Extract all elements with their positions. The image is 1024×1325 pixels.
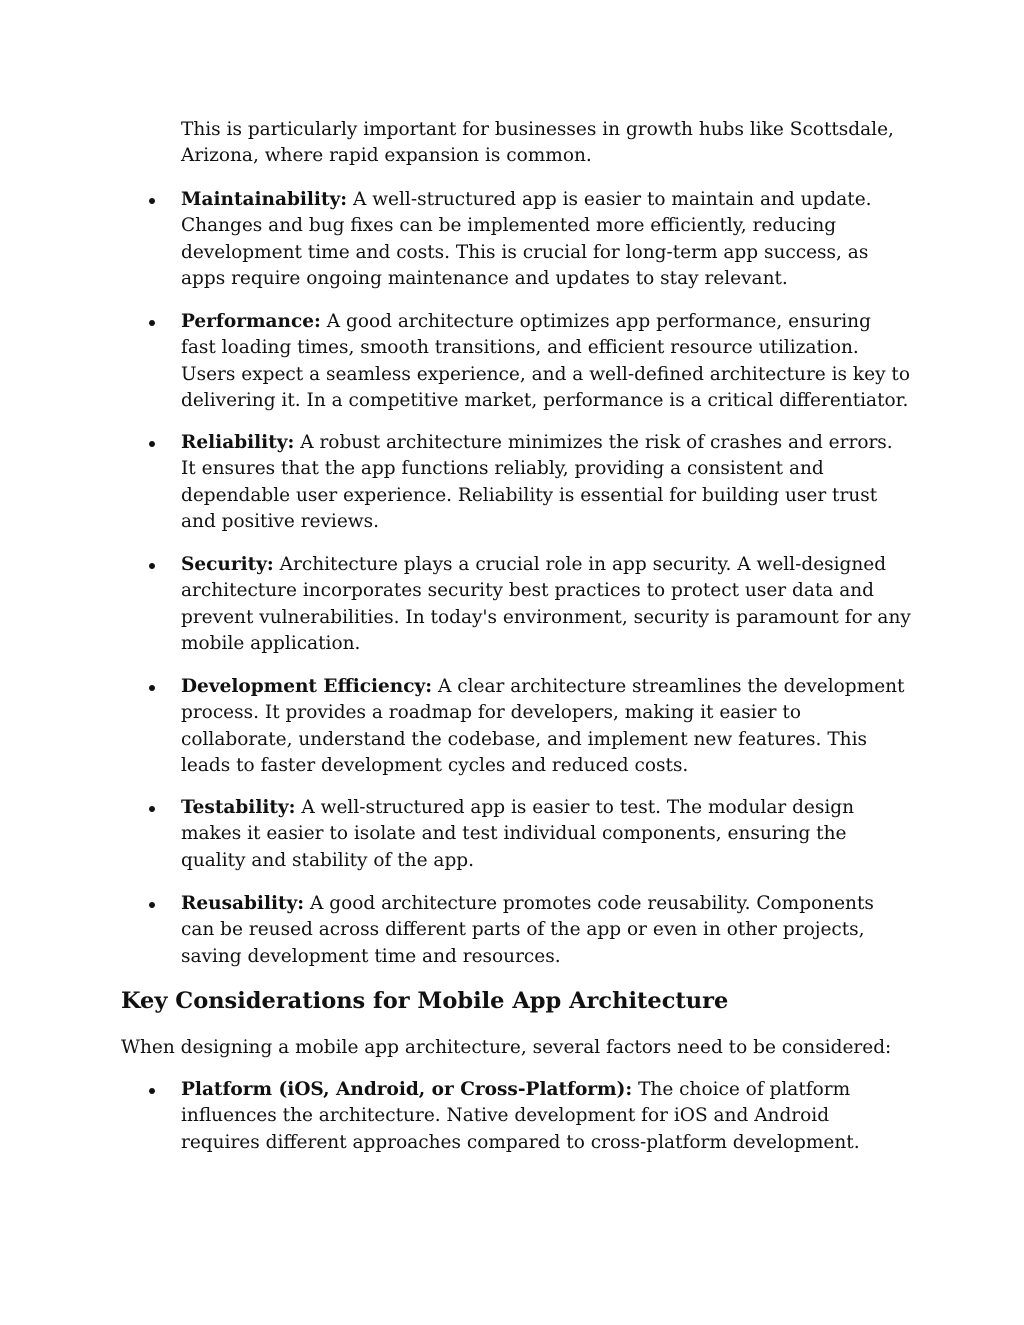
bullet-icon <box>149 806 155 812</box>
term-label: Testability: <box>181 797 296 818</box>
bullet-icon <box>149 685 155 691</box>
bullet-icon <box>149 441 155 447</box>
term-label: Development Efficiency: <box>181 676 433 697</box>
bullet-icon <box>149 320 155 326</box>
term-description: A good architecture optimizes app performance, ensuring fast loading times, smooth transitions, and efficient resource utilization. Users expect a seamless experience, and a well-defined architecture is key to delivering it. In a competitive market, performance is a critical differentiator. <box>181 311 910 411</box>
term-description: A good architecture promotes code reusability. Components can be reused across different parts of the app or even in other projects, saving development time and resources. <box>181 893 874 967</box>
term-description: Architecture plays a crucial role in app security. A well-designed architecture incorporates security best practices to protect user data and prevent vulnerabilities. In today's environment, security is paramount for any mobile application. <box>181 554 911 654</box>
list-item-maintainability <box>181 187 911 292</box>
bullet-icon <box>149 563 155 569</box>
term-label: Performance: <box>181 311 321 332</box>
section-heading: Key Considerations for Mobile App Architecture <box>121 988 729 1014</box>
bullet-icon <box>149 1088 155 1094</box>
list-item-performance <box>181 309 911 414</box>
continuation-paragraph: This is particularly important for businesses in growth hubs like Scottsdale, Arizona, where rapid expansion is common. <box>181 119 894 167</box>
list-item-testability <box>181 795 911 874</box>
list-item-reliability <box>181 430 911 535</box>
list-item-development-efficiency <box>181 674 911 779</box>
list-item-platform <box>181 1077 911 1156</box>
term-label: Reliability: <box>181 432 295 453</box>
section-intro: When designing a mobile app architecture, several factors need to be considered: <box>121 1037 892 1058</box>
term-label: Maintainability: <box>181 189 348 210</box>
term-label: Reusability: <box>181 893 305 914</box>
term-description: A well-structured app is easier to maintain and update. Changes and bug fixes can be implemented more efficiently, reducing development time and costs. This is crucial for long-term app success, as apps require ongoing maintenance and updates to stay relevant. <box>181 189 872 289</box>
term-description: A robust architecture minimizes the risk of crashes and errors. It ensures that the app functions reliably, providing a consistent and dependable user experience. Reliability is essential for building user trust and positive reviews. <box>181 432 893 532</box>
list-item-security <box>181 552 911 657</box>
term-description: A clear architecture streamlines the development process. It provides a roadmap for developers, making it easier to collaborate, understand the codebase, and implement new features. This leads to faster development cycles and reduced costs. <box>181 676 905 776</box>
list-item-reusability <box>181 891 911 970</box>
bullet-icon <box>149 198 155 204</box>
term-description: A well-structured app is easier to test. The modular design makes it easier to isolate and test individual components, ensuring the quality and stability of the app. <box>181 797 855 871</box>
term-label: Security: <box>181 554 274 575</box>
term-label: Platform (iOS, Android, or Cross-Platform): <box>181 1079 633 1100</box>
term-description: The choice of platform influences the architecture. Native development for iOS and Android requires different approaches compared to cross-platform development. <box>181 1079 860 1153</box>
bullet-icon <box>149 902 155 908</box>
